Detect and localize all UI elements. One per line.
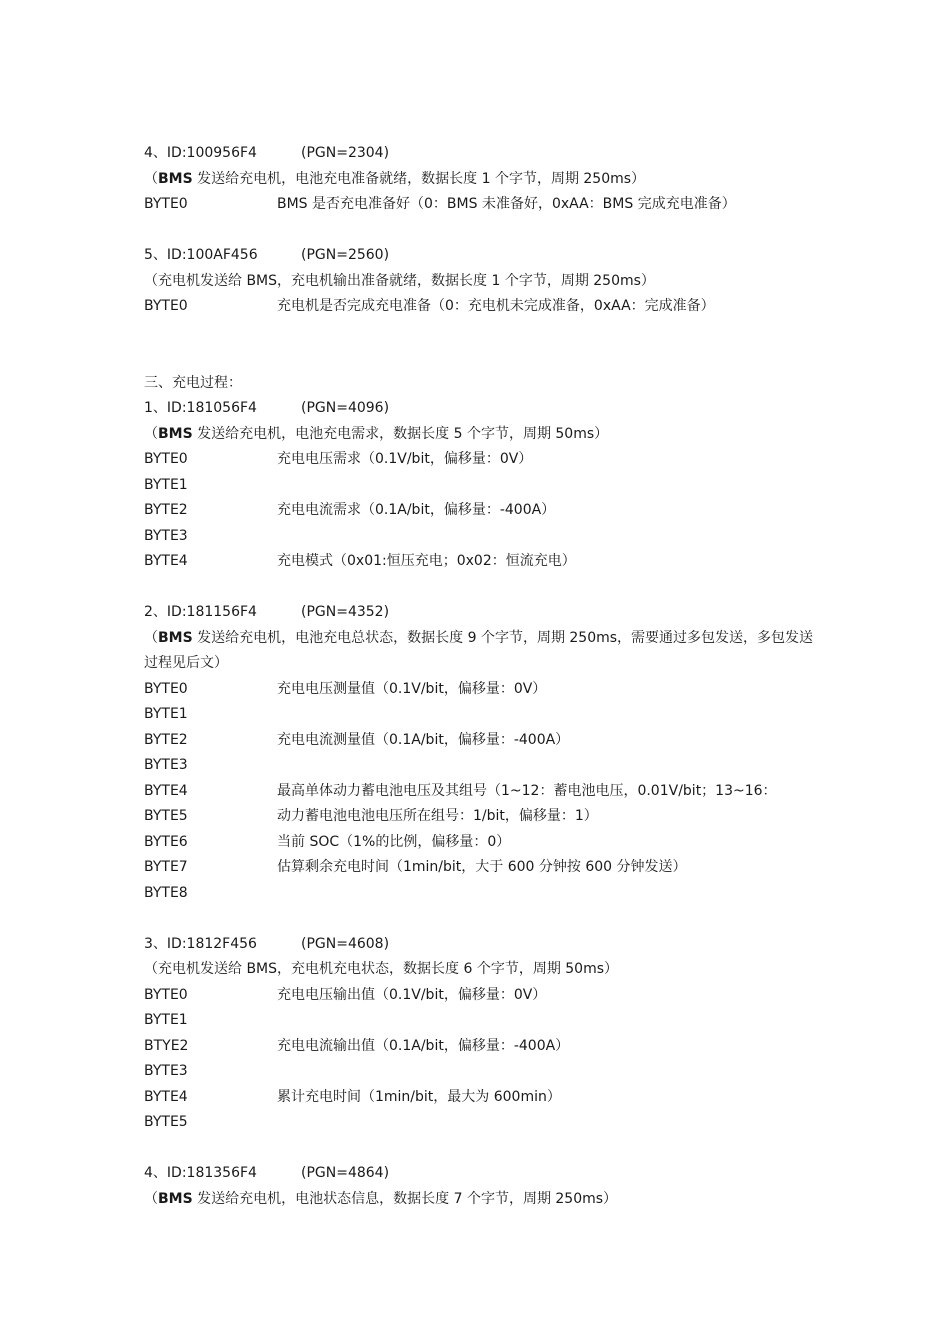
byte-name: BYTE0 (144, 298, 188, 314)
frame-id-line (144, 243, 824, 269)
byte-desc: 充电电压输出值（0.1V/bit，偏移量：0V） (277, 986, 547, 1003)
byte-desc: 充电机是否完成充电准备（0：充电机未完成准备，0xAA：完成准备） (277, 298, 715, 314)
frame-id: 1、ID:181056F4 (144, 400, 257, 416)
byte-row (144, 473, 824, 499)
frame-id-line (144, 396, 824, 422)
desc-bold: BMS (158, 629, 193, 646)
byte-desc: 当前 SOC（1%的比例，偏移量：0） (277, 833, 511, 850)
desc-prefix: （ (144, 1190, 158, 1207)
frame-pgn: (PGN=4608) (301, 935, 390, 952)
byte-name: BYTE0 (144, 680, 188, 697)
frame-id: 5、ID:100AF456 (144, 247, 258, 263)
frame-pgn: (PGN=4864) (301, 1165, 390, 1181)
desc-bold: BMS (158, 1190, 193, 1207)
byte-name: BYTE0 (144, 986, 188, 1003)
desc-prefix: （ (144, 272, 158, 289)
desc-rest: 发送给充电机，电池充电需求，数据长度 5 个字节，周期 50ms） (192, 425, 609, 442)
frame-description (144, 269, 824, 295)
byte-row (144, 702, 824, 728)
byte-row (144, 881, 824, 907)
frame-id: 2、ID:181156F4 (144, 604, 257, 620)
desc-rest: 充电机发送给 BMS，充电机输出准备就绪，数据长度 1 个字节，周期 250ms） (158, 272, 655, 289)
byte-name: BYTE5 (144, 808, 188, 824)
desc-prefix: （ (144, 961, 158, 977)
frame-description (144, 422, 824, 448)
desc-rest: 发送给充电机，电池状态信息，数据长度 7 个字节，周期 250ms） (192, 1190, 618, 1207)
byte-row (144, 983, 824, 1009)
frame-id: 4、ID:181356F4 (144, 1165, 257, 1181)
byte-name: BYTE1 (144, 1012, 188, 1028)
byte-name: BYTE3 (144, 527, 188, 544)
byte-row (144, 779, 824, 805)
byte-row (144, 524, 824, 550)
byte-row (144, 498, 824, 524)
desc-prefix: （ (144, 629, 158, 646)
frame-pgn: (PGN=2304) (301, 145, 390, 161)
byte-name: BYTE4 (144, 1088, 188, 1105)
byte-name: BYTE2 (144, 731, 188, 748)
frame-pgn: (PGN=2560) (301, 247, 390, 263)
byte-row (144, 855, 824, 881)
frame-description (144, 957, 824, 983)
byte-desc: 充电电流测量值（0.1A/bit，偏移量：-400A） (277, 731, 570, 748)
desc-bold: BMS (158, 425, 193, 442)
byte-row (144, 447, 824, 473)
byte-name: BYTE5 (144, 1114, 188, 1130)
byte-desc: 充电电压需求（0.1V/bit，偏移量：0V） (277, 451, 533, 467)
frame-id-line (144, 600, 824, 626)
byte-name: BYTE1 (144, 706, 188, 722)
desc-rest: 发送给充电机，电池充电总状态，数据长度 9 个字节，周期 250ms，需要通过多包发送，多包发送过程见后文） (144, 629, 814, 671)
byte-row (144, 728, 824, 754)
frame-description (144, 626, 814, 677)
byte-row (144, 294, 824, 320)
desc-prefix: （ (144, 170, 158, 187)
byte-name: BYTE4 (144, 782, 188, 799)
byte-row (144, 1034, 824, 1060)
byte-name: BYTE2 (144, 502, 188, 518)
desc-rest: 发送给充电机，电池充电准备就绪，数据长度 1 个字节，周期 250ms） (192, 170, 646, 187)
frame-id: 3、ID:1812F456 (144, 935, 257, 952)
byte-desc: 最高单体动力蓄电池电压及其组号（1~12：蓄电池电压，0.01V/bit；13~16： (277, 782, 777, 799)
frame-pgn: (PGN=4352) (301, 604, 390, 620)
byte-name: BYTE3 (144, 757, 188, 773)
byte-row (144, 192, 824, 218)
frame-pgn: (PGN=4096) (301, 400, 390, 416)
byte-row (144, 753, 824, 779)
document-body (144, 141, 824, 1212)
byte-name: BYTE0 (144, 196, 188, 212)
byte-name: BTYE2 (144, 1037, 189, 1054)
byte-row (144, 677, 824, 703)
byte-row (144, 1085, 824, 1111)
byte-name: BYTE3 (144, 1063, 188, 1079)
byte-row (144, 804, 824, 830)
byte-desc: 充电电流需求（0.1A/bit，偏移量：-400A） (277, 502, 556, 518)
desc-rest: 充电机发送给 BMS，充电机充电状态，数据长度 6 个字节，周期 50ms） (158, 961, 619, 977)
byte-row (144, 830, 824, 856)
frame-id: 4、ID:100956F4 (144, 145, 257, 161)
byte-name: BYTE8 (144, 884, 188, 901)
frame-id-line (144, 141, 824, 167)
byte-desc: 充电模式（0x01:恒压充电；0x02：恒流充电） (277, 553, 576, 569)
byte-row (144, 1059, 824, 1085)
byte-name: BYTE7 (144, 859, 188, 875)
byte-row (144, 549, 824, 575)
byte-desc: 累计充电时间（1min/bit，最大为 600min） (277, 1088, 561, 1105)
byte-desc: 动力蓄电池电池电压所在组号：1/bit，偏移量：1） (277, 808, 598, 824)
desc-prefix: （ (144, 425, 158, 442)
byte-desc: 充电电流输出值（0.1A/bit，偏移量：-400A） (277, 1037, 570, 1054)
byte-name: BYTE1 (144, 476, 188, 493)
section-title: 三、充电过程： (144, 374, 242, 391)
byte-name: BYTE0 (144, 451, 188, 467)
frame-id-line (144, 932, 824, 958)
desc-bold: BMS (158, 170, 193, 187)
frame-description (144, 167, 824, 193)
byte-name: BYTE6 (144, 833, 188, 850)
byte-desc: BMS 是否充电准备好（0：BMS 未准备好，0xAA：BMS 完成充电准备） (277, 196, 736, 212)
byte-desc: 充电电压测量值（0.1V/bit，偏移量：0V） (277, 680, 547, 697)
byte-row (144, 1008, 824, 1034)
byte-row (144, 1110, 824, 1136)
byte-name: BYTE4 (144, 553, 188, 569)
frame-description (144, 1187, 824, 1213)
byte-desc: 估算剩余充电时间（1min/bit，大于 600 分钟按 600 分钟发送） (277, 859, 687, 875)
frame-id-line (144, 1161, 824, 1187)
